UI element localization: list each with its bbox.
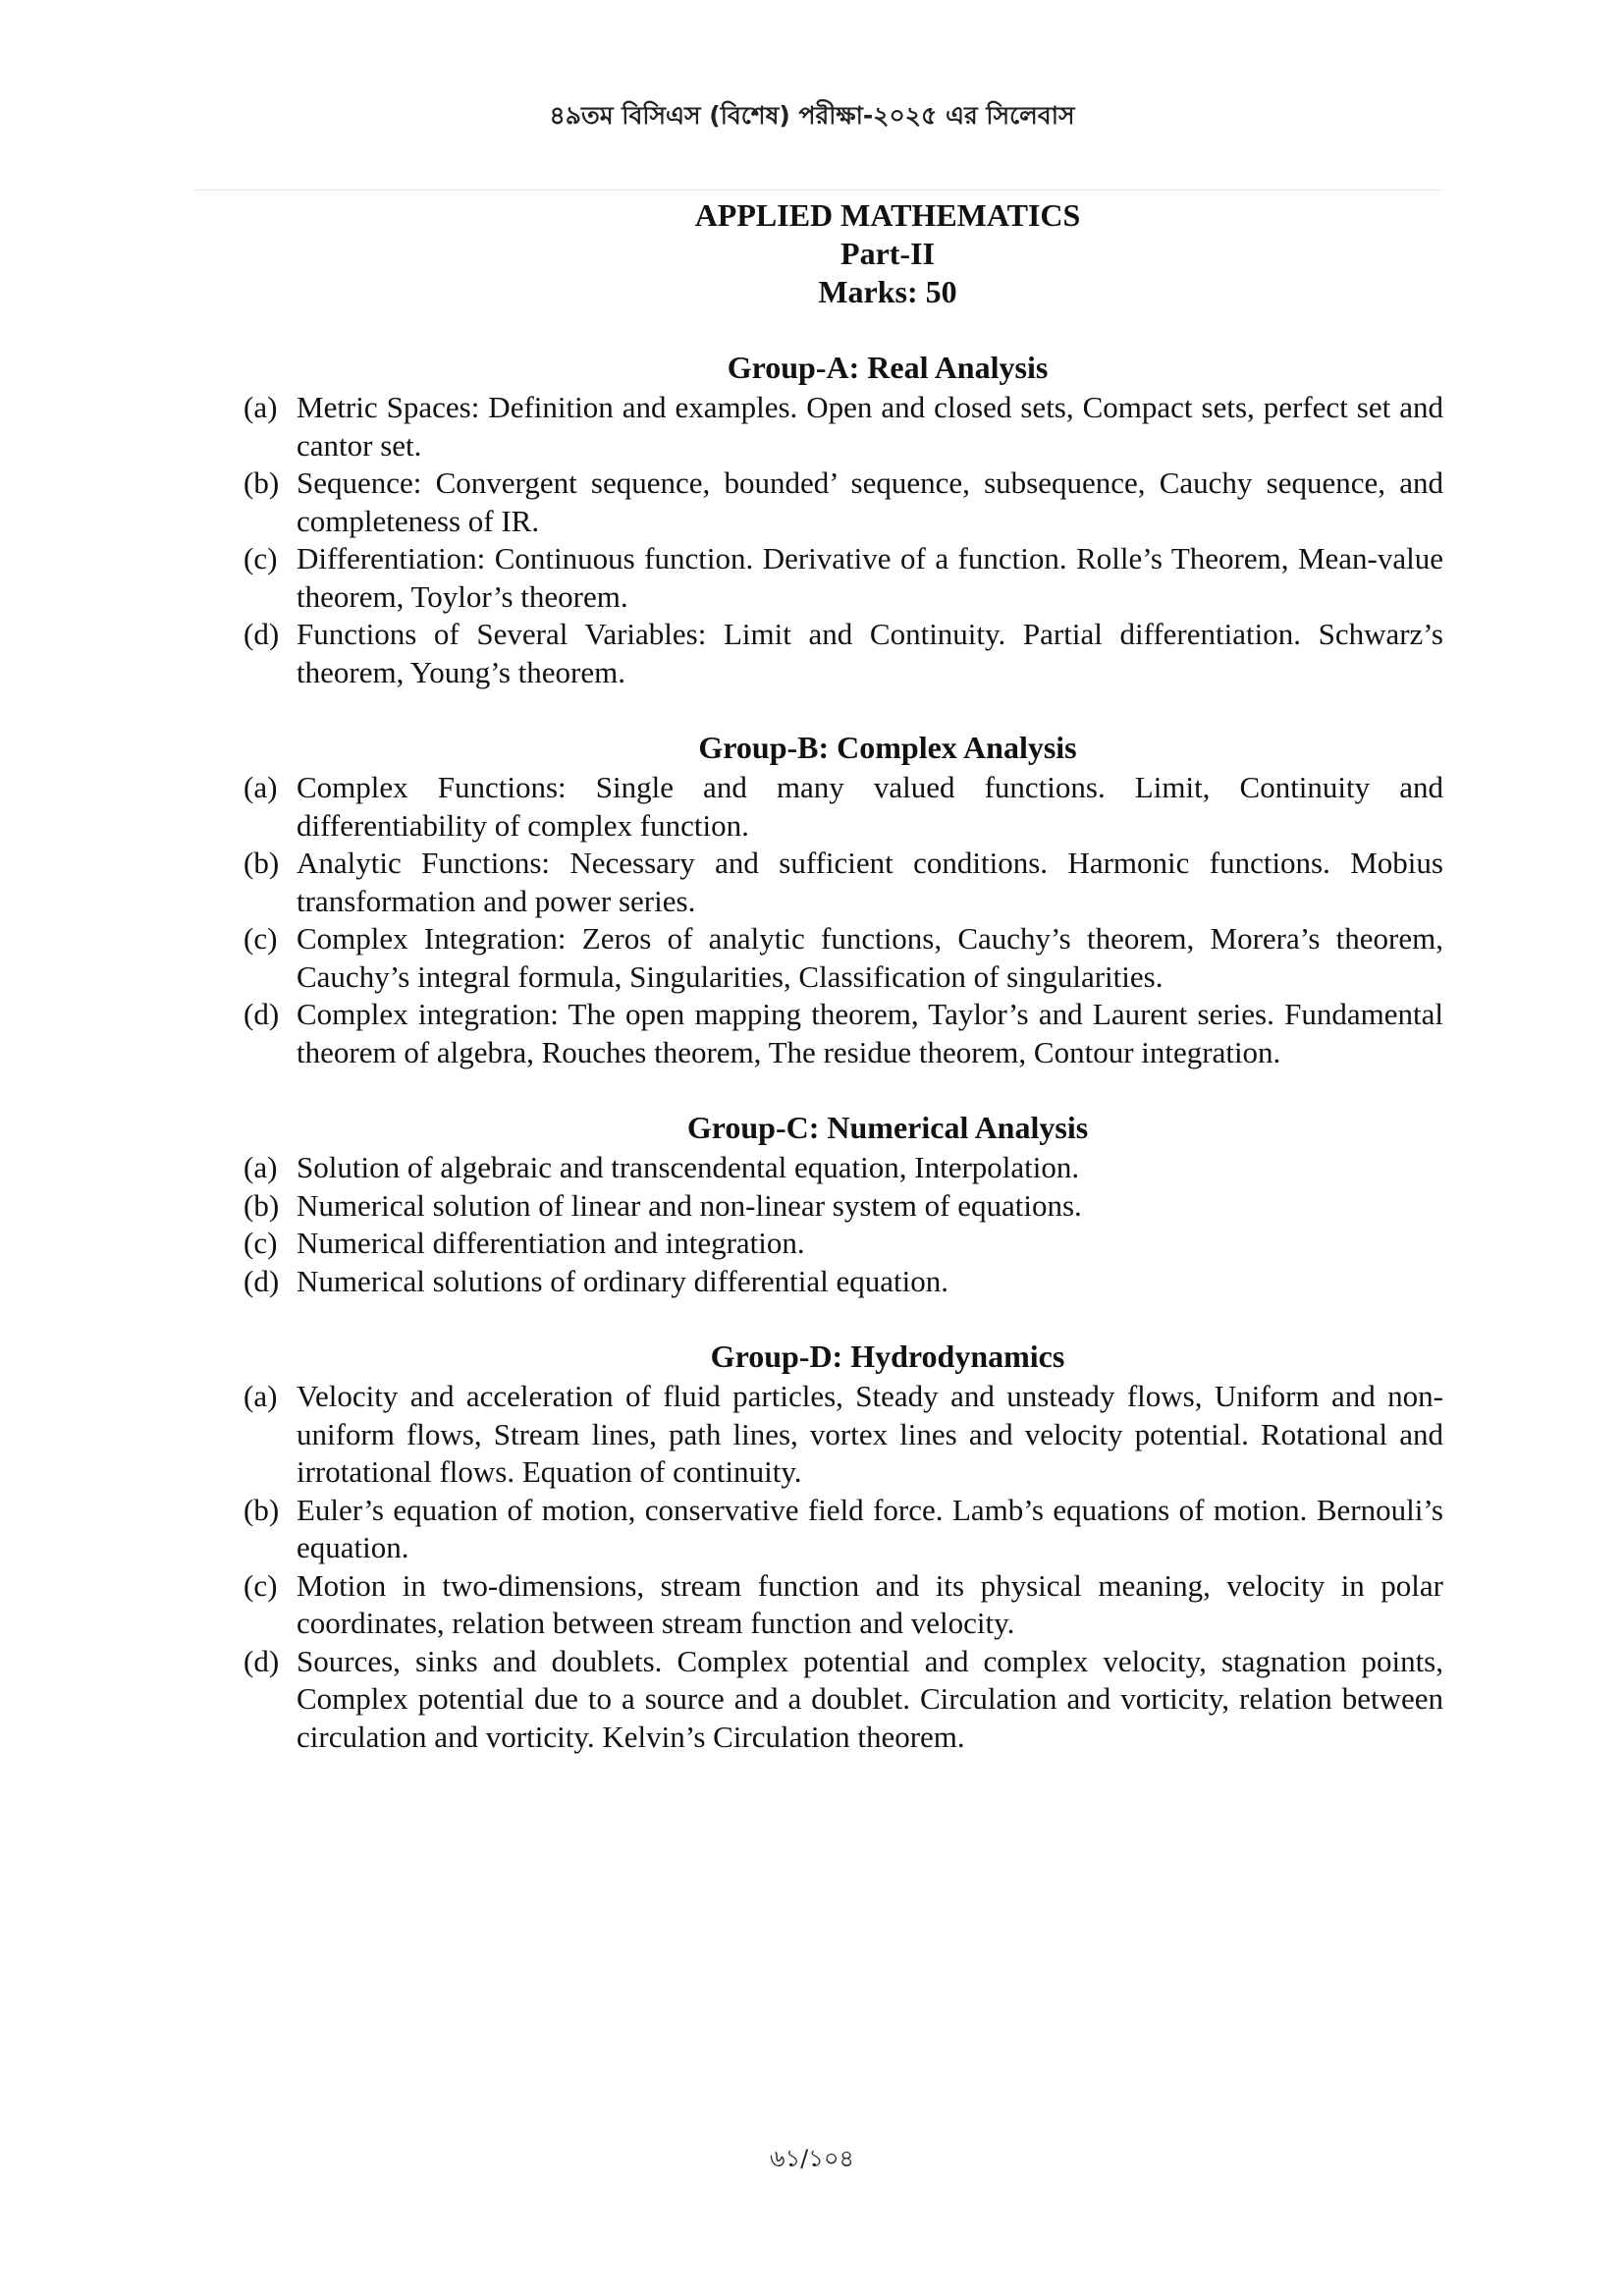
- item-marker: (d): [244, 1263, 280, 1298]
- item-text: Analytic Functions: Necessary and sufficient conditions. Harmonic functions. Mobius transformation and power series.: [297, 846, 1443, 918]
- topic-item: [244, 1492, 1443, 1567]
- group-heading: Group-D: Hydrodynamics: [710, 1339, 1065, 1374]
- syllabus-content: [244, 196, 1443, 1756]
- topic-item: [244, 996, 1443, 1071]
- group-section-b: [244, 729, 1443, 1071]
- item-marker: (b): [244, 465, 280, 500]
- page-number: ৬১/১০৪: [769, 2145, 855, 2172]
- item-marker: (a): [244, 1379, 278, 1413]
- group-section-c: [244, 1109, 1443, 1300]
- item-marker: (a): [244, 390, 278, 424]
- item-text: Metric Spaces: Definition and examples. Open and closed sets, Compact sets, perfect set and cantor set.: [297, 390, 1443, 463]
- item-marker: (c): [244, 921, 278, 956]
- item-marker: (b): [244, 1187, 280, 1223]
- item-marker: (a): [244, 770, 278, 804]
- group-section-a: [244, 349, 1443, 691]
- item-text: Numerical differentiation and integration.: [297, 1226, 805, 1260]
- group-section-d: [244, 1338, 1443, 1756]
- item-marker: (a): [244, 1150, 278, 1184]
- item-text: Solution of algebraic and transcendental equation, Interpolation.: [297, 1150, 1080, 1184]
- topic-item: [244, 769, 1443, 845]
- group-heading: Group-C: Numerical Analysis: [686, 1110, 1089, 1145]
- topic-item: [244, 1187, 1443, 1226]
- topic-item: [244, 845, 1443, 920]
- topic-item: [244, 920, 1443, 996]
- topic-list: [244, 1378, 1443, 1756]
- item-marker: (d): [244, 1643, 280, 1678]
- topic-list: [244, 769, 1443, 1071]
- topic-item: [244, 540, 1443, 616]
- topic-item: [244, 616, 1443, 691]
- item-marker: (b): [244, 1492, 280, 1527]
- group-heading: Group-B: Complex Analysis: [698, 730, 1077, 765]
- topic-item: [244, 1378, 1443, 1492]
- item-text: Velocity and acceleration of fluid particles, Steady and unsteady flows, Uniform and non-uniform flows, Stream lines, path lines, vortex lines and velocity potential. Rotational and irrotational flows. Equation of continuity.: [297, 1379, 1443, 1489]
- item-text: Numerical solution of linear and non-linear system of equations.: [297, 1187, 1082, 1223]
- item-text: Complex Functions: Single and many valued functions. Limit, Continuity and differentiability of complex function.: [297, 770, 1443, 843]
- part-label: Part-II: [840, 236, 935, 271]
- item-text: Sources, sinks and doublets. Complex potential and complex velocity, stagnation points, Complex potential due to a source and a doublet. Circulation and vorticity, relation between circulation and vorticity. Kelvin’s Circulation theorem.: [297, 1643, 1443, 1754]
- item-marker: (d): [244, 997, 280, 1031]
- marks-label: Marks: 50: [818, 274, 957, 309]
- header-divider: [194, 190, 1441, 191]
- item-marker: (c): [244, 541, 278, 575]
- item-marker: (c): [244, 1226, 278, 1260]
- topic-list: [244, 389, 1443, 691]
- topic-item: [244, 1225, 1443, 1263]
- topic-item: [244, 1567, 1443, 1643]
- item-text: Complex integration: The open mapping theorem, Taylor’s and Laurent series. Fundamental theorem of algebra, Rouches theorem, The residue theorem, Contour integration.: [297, 997, 1443, 1069]
- item-text: Differentiation: Continuous function. Derivative of a function. Rolle’s Theorem, Mean-value theorem, Toylor’s theorem.: [297, 541, 1443, 614]
- item-marker: (d): [244, 617, 280, 651]
- topic-item: [244, 1263, 1443, 1301]
- topic-item: [244, 1643, 1443, 1757]
- topic-item: [244, 389, 1443, 465]
- item-text: Motion in two-dimensions, stream function and its physical meaning, velocity in polar coordinates, relation between stream function and velocity.: [297, 1567, 1443, 1640]
- group-heading: Group-A: Real Analysis: [727, 350, 1049, 385]
- running-header: ৪৯তম বিসিএস (বিশেষ) পরীক্ষা-২০২৫ এর সিলেবাস: [549, 101, 1075, 130]
- subject-title: APPLIED MATHEMATICS: [694, 197, 1081, 233]
- item-text: Sequence: Convergent sequence, bounded’ sequence, subsequence, Cauchy sequence, and completeness of IR.: [297, 465, 1443, 538]
- topic-item: [244, 465, 1443, 540]
- title-block: [244, 196, 1443, 311]
- item-text: Euler’s equation of motion, conservative field force. Lamb’s equations of motion. Bernouli’s equation.: [297, 1492, 1443, 1564]
- item-text: Complex Integration: Zeros of analytic functions, Cauchy’s theorem, Morera’s theorem, Cauchy’s integral formula, Singularities, Classification of singularities.: [297, 921, 1443, 994]
- item-marker: (c): [244, 1567, 278, 1603]
- item-text: Numerical solutions of ordinary differential equation.: [297, 1263, 949, 1298]
- topic-item: [244, 1149, 1443, 1187]
- item-marker: (b): [244, 846, 280, 880]
- item-text: Functions of Several Variables: Limit and Continuity. Partial differentiation. Schwarz’s theorem, Young’s theorem.: [297, 617, 1443, 689]
- topic-list: [244, 1149, 1443, 1300]
